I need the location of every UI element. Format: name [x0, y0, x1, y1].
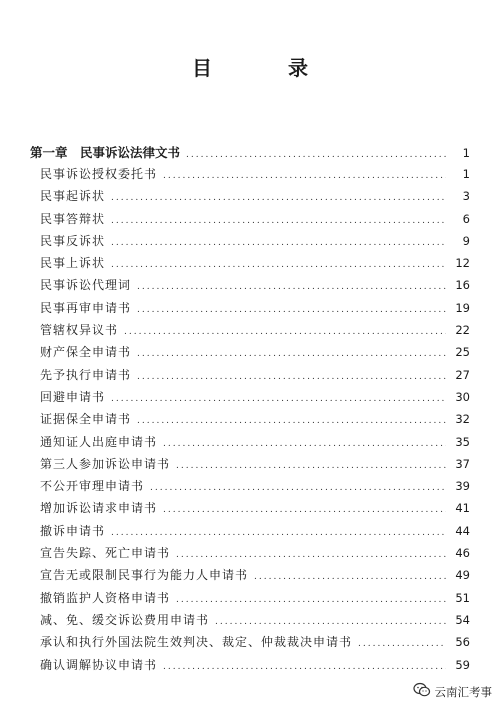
toc-entry	[30, 455, 470, 477]
dot-leader	[186, 150, 446, 160]
toc-entry	[30, 633, 470, 655]
entry-title: 民事诉讼代理词	[40, 278, 132, 293]
toc-chapter-row	[30, 143, 470, 165]
toc-entry	[30, 366, 470, 388]
entry-title: 民事上诉状	[40, 256, 106, 271]
page-number: 54	[455, 612, 470, 627]
page-number: 35	[455, 434, 470, 449]
toc-entry	[30, 299, 470, 321]
entry-title: 承认和执行外国法院生效判决、裁定、仲裁裁决申请书	[40, 635, 353, 650]
wechat-icon	[413, 682, 431, 701]
page-number: 39	[455, 479, 470, 494]
entry-title: 通知证人出庭申请书	[40, 434, 158, 449]
toc-entry	[30, 388, 470, 410]
dot-leader	[150, 483, 446, 493]
page-number: 32	[455, 412, 470, 427]
dot-leader	[358, 639, 446, 649]
entry-title: 不公开审理申请书	[40, 479, 145, 494]
entry-title: 民事反诉状	[40, 233, 106, 248]
page-number: 46	[455, 546, 470, 561]
toc-entry	[30, 611, 470, 633]
page-number: 6	[462, 211, 470, 226]
page-number: 22	[455, 323, 470, 338]
entry-title: 宣告失踪、死亡申请书	[40, 546, 171, 561]
dot-leader	[215, 617, 446, 627]
entry-title: 宣告无或限制民事行为能力人申请书	[40, 568, 249, 583]
toc-entry	[30, 321, 470, 343]
dot-leader	[163, 505, 446, 515]
page-number: 30	[455, 389, 470, 404]
dot-leader	[176, 461, 446, 471]
entry-title: 先予执行申请书	[40, 367, 132, 382]
entry-title: 撤销监护人资格申请书	[40, 590, 171, 605]
chapter-title: 第一章 民事诉讼法律文书	[30, 145, 181, 160]
watermark-text: 云南汇考事	[434, 684, 492, 699]
toc-entry	[30, 589, 470, 611]
dot-leader	[137, 372, 446, 382]
dot-leader	[111, 238, 446, 248]
toc-entry	[30, 499, 470, 521]
page-number: 27	[455, 367, 470, 382]
toc-entry	[30, 165, 470, 187]
page-number: 41	[455, 501, 470, 516]
toc-entry	[30, 410, 470, 432]
toc-entry	[30, 210, 470, 232]
dot-leader	[176, 550, 446, 560]
toc-entry	[30, 276, 470, 298]
page-number: 16	[455, 278, 470, 293]
dot-leader	[176, 595, 446, 605]
toc-entry	[30, 656, 470, 678]
entry-title: 民事再审申请书	[40, 300, 132, 315]
dot-leader	[163, 171, 446, 181]
dot-leader	[111, 193, 446, 203]
dot-leader	[111, 394, 446, 404]
entry-title: 第三人参加诉讼申请书	[40, 456, 171, 471]
dot-leader	[111, 216, 446, 226]
toc-entry	[30, 544, 470, 566]
page-number: 3	[462, 189, 470, 204]
dot-leader	[111, 528, 446, 538]
dot-leader	[124, 327, 446, 337]
page-number: 51	[455, 590, 470, 605]
page-number: 44	[455, 523, 470, 538]
dot-leader	[137, 416, 446, 426]
toc-entry	[30, 232, 470, 254]
toc-entry	[30, 522, 470, 544]
dot-leader	[163, 439, 446, 449]
page-number: 12	[455, 256, 470, 271]
entry-title: 确认调解协议申请书	[40, 657, 158, 672]
page-number: 49	[455, 568, 470, 583]
page-number: 9	[462, 233, 470, 248]
watermark	[413, 682, 493, 701]
page-number: 59	[455, 657, 470, 672]
entry-title: 撤诉申请书	[40, 523, 106, 538]
toc-entry	[30, 343, 470, 365]
toc-entry	[30, 566, 470, 588]
page-number: 1	[462, 146, 470, 160]
entry-title: 证据保全申请书	[40, 412, 132, 427]
dot-leader	[137, 305, 446, 315]
toc-entry	[30, 254, 470, 276]
dot-leader	[137, 282, 446, 292]
page-number: 37	[455, 456, 470, 471]
entry-title: 民事诉讼授权委托书	[40, 167, 158, 181]
dot-leader	[254, 572, 446, 582]
page-number: 56	[455, 635, 470, 650]
entry-title: 回避申请书	[40, 389, 106, 404]
page-title: 目 录	[192, 56, 336, 80]
entry-title: 减、免、缓交诉讼费用申请书	[40, 612, 210, 627]
dot-leader	[111, 260, 446, 270]
toc-entry	[30, 433, 470, 455]
toc-entry	[30, 477, 470, 499]
toc-entry	[30, 187, 470, 209]
table-of-contents	[30, 143, 470, 678]
entry-title: 民事答辩状	[40, 211, 106, 226]
dot-leader	[163, 662, 446, 672]
dot-leader	[137, 349, 446, 359]
entry-title: 财产保全申请书	[40, 345, 132, 360]
entry-title: 民事起诉状	[40, 189, 106, 204]
page-number: 25	[455, 345, 470, 360]
page-number: 1	[462, 167, 470, 181]
entry-title: 管辖权异议书	[40, 323, 119, 338]
entry-title: 增加诉讼请求申请书	[40, 501, 158, 516]
page-number: 19	[455, 300, 470, 315]
